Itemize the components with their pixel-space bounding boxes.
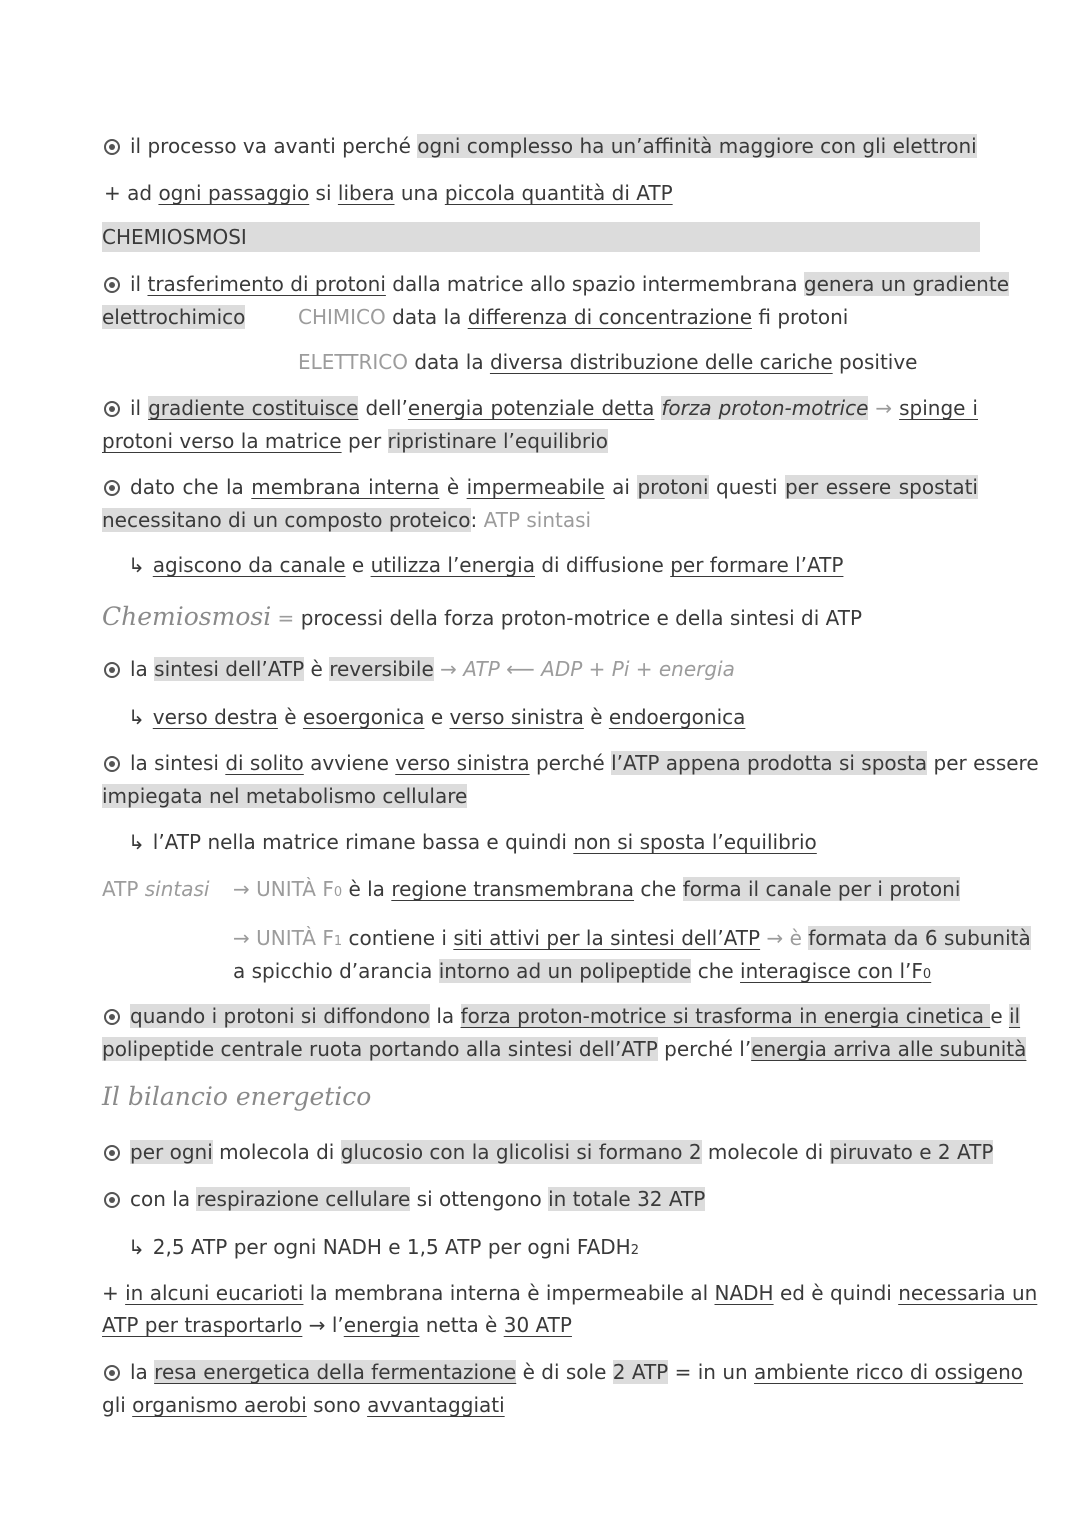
line-24: ↳ 2,5 ATP per ogni NADH e 1,5 ATP per ogni FADH2 (128, 1232, 639, 1266)
arrow-hook-icon: ↳ (128, 1235, 145, 1259)
text: una (394, 181, 445, 205)
line-7: protoni verso la matrice per ripristinare l’equilibrio (102, 429, 608, 453)
line-4: elettrochimico (102, 305, 246, 329)
line-9: necessitano di un composto proteico: ATP sintasi (102, 508, 592, 532)
line-26: ATP per trasportarlo → l’energia netta è 30 ATP (102, 1313, 572, 1337)
line-1 (104, 131, 977, 161)
line-18: → UNITÀ F1 contiene i siti attivi per la sintesi dell’ATP → è formata da 6 subunità (233, 926, 1031, 950)
line-13: ↳ verso destra è esoergonica e verso sinistra è endoergonica (128, 702, 745, 732)
arrow-hook-icon: ↳ (128, 705, 145, 729)
bullet-icon (104, 1009, 120, 1025)
line-8: dato che la membrana interna è impermeabile ai protoni questi per essere spostati (104, 472, 978, 502)
line-12: la sintesi dell’ATP è reversibile → ATP ⟵ ADP + Pi + energia (104, 654, 735, 684)
line-6: il gradiente costituisce dell’energia potenziale detta forza proton-motrice → spinge i (104, 393, 978, 423)
bullet-icon (104, 756, 120, 772)
line-3: il trasferimento di protoni dalla matrice allo spazio intermembrana genera un gradiente (104, 269, 978, 299)
line-20: quando i protoni si diffondono la forza proton-motrice si trasforma in energia cinetica e il (104, 1001, 1020, 1031)
line-19: a spicchio d’arancia intorno ad un polipeptide che interagisce con l’F0 (233, 959, 932, 983)
bullet-icon (104, 1145, 120, 1161)
line-25: + in alcuni eucarioti la membrana interna è impermeabile al NADH ed è quindi necessaria un (102, 1281, 1038, 1305)
bullet-icon (104, 1365, 120, 1381)
underlined: piccola quantità di ATP (444, 181, 673, 205)
bullet-icon (104, 277, 120, 293)
line-15: impiegata nel metabolismo cellulare (102, 784, 468, 808)
line-2 (104, 178, 673, 208)
arrow-hook-icon: ↳ (128, 830, 145, 854)
line-21: polipeptide centrale ruota portando alla sintesi dell’ATP perché l’energia arriva alle subunità (102, 1037, 1027, 1061)
line-17: → UNITÀ F0 è la regione transmembrana che forma il canale per i protoni (233, 877, 961, 901)
line-11: Chemiosmosi = processi della forza proton-motrice e della sintesi di ATP (102, 602, 863, 631)
line-28: gli organismo aerobi sono avvantaggiati (102, 1393, 505, 1417)
line-10: ↳ agiscono da canale e utilizza l’energia di diffusione per formare l’ATP (128, 550, 843, 580)
line-5: ELETTRICO data la diversa distribuzione delle cariche positive (298, 350, 918, 374)
bullet-icon (104, 139, 120, 155)
bullet-icon (104, 401, 120, 417)
underlined: libera (337, 181, 395, 205)
section-heading-chemiosmosi: CHEMIOSMOSI (102, 222, 980, 252)
bullet-icon (104, 480, 120, 496)
text: + ad (104, 181, 159, 205)
text: il processo va avanti perché (130, 134, 418, 158)
section-heading-bilancio: Il bilancio energetico (102, 1082, 372, 1111)
text: si (309, 181, 338, 205)
bullet-icon (104, 662, 120, 678)
line-27: la resa energetica della fermentazione è di sole 2 ATP = in un ambiente ricco di ossigeno (104, 1357, 1023, 1387)
arrow-hook-icon: ↳ (128, 553, 145, 577)
line-22: per ogni molecola di glucosio con la glicolisi si formano 2 molecole di piruvato e 2 ATP (104, 1137, 993, 1167)
bullet-icon (104, 1192, 120, 1208)
line-17-label: ATP sintasi (102, 877, 210, 901)
line-14: la sintesi di solito avviene verso sinistra perché l’ATP appena prodotta si sposta per essere (104, 748, 1039, 778)
line-16: ↳ l’ATP nella matrice rimane bassa e quindi non si sposta l’equilibrio (128, 827, 817, 857)
line-4b: CHIMICO data la differenza di concentrazione fi protoni (298, 305, 849, 329)
underlined: ogni passaggio (158, 181, 310, 205)
highlight: ogni complesso ha un’affinità maggiore con gli elettroni (417, 134, 977, 158)
line-23: con la respirazione cellulare si ottengono in totale 32 ATP (104, 1184, 705, 1214)
